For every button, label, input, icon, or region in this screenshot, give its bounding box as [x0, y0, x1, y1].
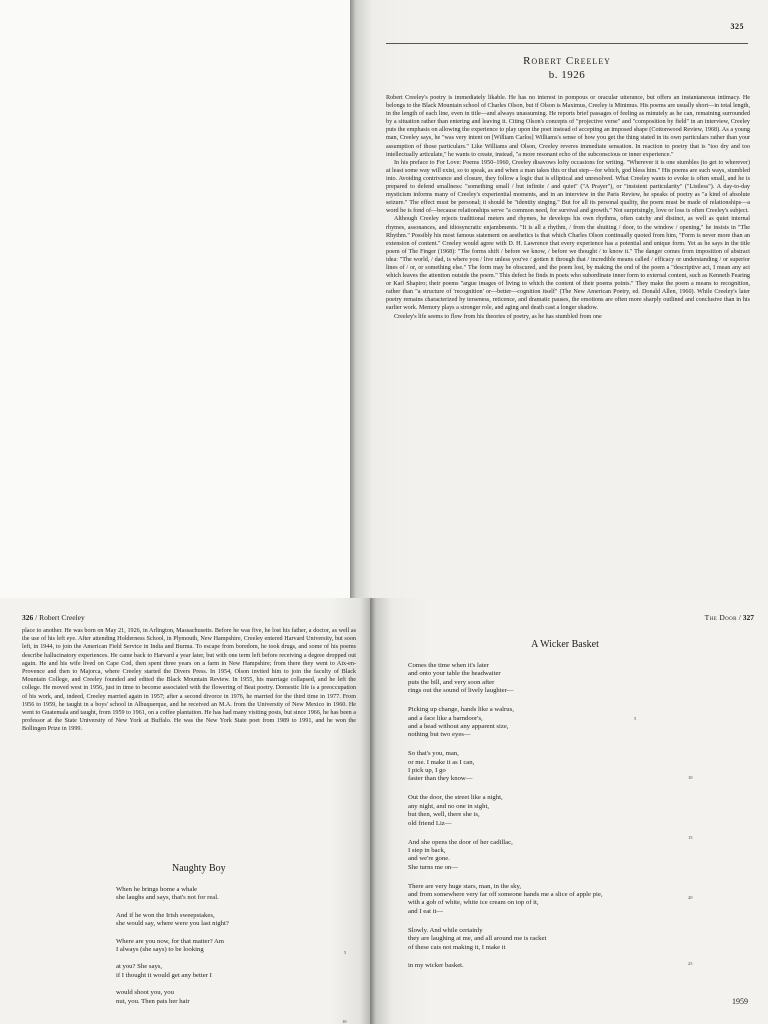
running-head-author: Robert Creeley: [39, 613, 85, 622]
poem-naughty-boy: [116, 886, 346, 1015]
essay-paragraph: Although Creeley rejects traditional meters and rhymes, he develops his own rhythms, often catchy and distinct, as well as quiet internal rhymes, assonances, and idiosyncratic enjambments. "It is all a rhythm, / from the shutting / door, to the window / opening," he insists in "The Rhythm." Possibly his most famous statement on aesthetics is that which Charles Olson continually quoted from him, "Form is never more than an extension of content." Creeley would agree with D. H. Lawrence that every experience has a potential and unique form. Yet as he says in the title poem of The Finger (1968): "The forms shift / before we know, / before we thought / to know it." The danger comes from imposition of abstract idea: "The world, / dad, is where you / live unless you've / gotten it through that / incredible means called / efficacy or understanding / or superior lines of / or, or something else." The form may be obscured, and the poem lost, by making the end of the poem a "descriptive act, I mean any act which leaves the attention outside the poem." This defect he finds in poets who subordinate inner form to external content, such as Kenneth Fearing or Karl Shapiro; their poems "argue images of living to which the content of their poems points." They make the poem a means to recognition, rather than "a structure of 'recognition' or—better—cognition itself" (The New American Poetry, ed. Donald Allen, 1960). While Creeley's later poetry remains characterized by terseness, reticence, and dramatic pauses, the emotions are often more sharply outlined and conclusive than in his earlier work. Memory plays a stronger role, and aging and death cast a longer shadow.: [386, 216, 750, 312]
poem-line: And she opens the door of her cadillac,: [408, 838, 513, 846]
stanza: [116, 938, 346, 955]
stanza: [408, 794, 738, 828]
header-rule: [386, 43, 748, 44]
poem-line: or me. I make it as I can,: [408, 758, 475, 766]
poem-line: rings out the sound of lively laughter—: [408, 687, 514, 695]
author-name: Robert Creeley: [523, 55, 611, 67]
poem-line: any night, and no one in sight,: [408, 802, 489, 810]
poem-line: When he brings home a whale: [116, 886, 198, 893]
page-number: 327: [742, 613, 754, 622]
poem-line: Comes the time when it's later: [408, 662, 489, 669]
poem-line: they are laughing at me, and all around me is racket: [408, 935, 547, 943]
stanza: [116, 989, 346, 1006]
introduction-essay: [386, 94, 750, 321]
poem-line: if I thought it would get any better I: [116, 971, 212, 979]
page-326: [0, 598, 370, 1024]
poem-line: faster than they know—: [408, 775, 473, 783]
poem-line: and from somewhere very far off someone hands me a slice of apple pie,: [408, 891, 603, 899]
essay-paragraph: Robert Creeley's poetry is immediately likable. He has no interest in pompous or oracular utterance, but offers an instantaneous intimacy. He belongs to the Black Mountain school of Charles Olson, but if Olson is Maximus, Creeley is Minimus. His poems are usually short—in total length, in the length of each line, even in title—and always unassuming. He reports brief passages of feeling as minutely as he can, remaining surrounded by a situation rather than entering and leaving it. Citing Olson's concepts of "projective verse" and "composition by field" in an interview, Creeley puts the emphasis on allowing the experience to play upon the poet instead of accepting an imposed shape (Cottonwood Review, 1968). As a young man, Creeley says, he "was very intent on [William Carlos] Williams's sense of how you get the thing stated in its own particulars rather than your assumption of those particulars." Like Williams and Olson, Creeley reveres immediate sensation. In reaction to poetry that is "too dry and too intellectually articulate," he wants to create, instead, "a more resonant echo of the subconscious or inner experience.": [386, 95, 750, 158]
poem-line: There are very huge stars, man, in the sky,: [408, 882, 522, 890]
stanza: [408, 706, 738, 740]
stanza: [408, 839, 738, 873]
poem-line: I pick up, I go: [408, 767, 446, 775]
line-number: 10: [688, 775, 693, 780]
poem-line: and we're gone.: [408, 855, 450, 863]
poem-line: and onto your table the headwaiter: [408, 670, 501, 678]
page-number: 326: [22, 613, 34, 622]
poem-line: puts the bill, and very soon after: [408, 678, 495, 686]
poem-line: Picking up change, hands like a walrus,: [408, 706, 514, 714]
poem-line: nut, you. Then pats her hair: [116, 997, 190, 1005]
blank-page-area: [0, 0, 350, 598]
poem-line: but then, well, there she is,: [408, 811, 480, 819]
poem-line: And if he won the Irish sweepstakes,: [116, 911, 215, 919]
stanza: [116, 963, 346, 980]
biography-text: place to another. He was born on May 21, 1926, in Arlington, Massachusetts. Before he was five, he lost his father, a doctor, as well as the use of his left eye. After attending Holderness School, in Plymouth, New Hampshire, Creeley entered Harvard University, but soon left, in 1944, to join the American Field Service in India and Burma. To escape from boredom, he took drugs, and some of his poems describe hallucinatory experiences. He came back to Harvard a year later, but with one term left before receiving a degree dropped out again. He and his wife lived on Cape Cod, then spent three years on a farm in New Hampshire; from there they went to Aix-en-Provence and then to Majorca, where Creeley started the Divers Press. In 1954, Olson invited him to join the faculty of Black Mountain College, and Creeley founded and edited the Black Mountain Review. In 1955, his marriage collapsed, and he left the college. He moved west in 1956, just in time to become associated with the flowering of Beat poetry. Domestic life is a preoccupation of his work, and, indeed, Creeley married again in 1957; after a second divorce in 1976, he married for the third time in 1977. From 1956 to 1959, he taught in a boys' school in Albuquerque, and he received an M.A. from the University of New Mexico in 1960. He went to Guatemala and taught, from 1959 to 1961, on a coffee plantation. He has had many visiting posts, but since 1966, he has been a professor at the State University of New York at Buffalo. He was the New York State poet from 1989 to 1991, and he won the Bollingen Prize in 1999.: [22, 628, 356, 733]
poem-a-wicker-basket: [408, 662, 738, 981]
essay-paragraph: In his preface to For Love: Poems 1950–1960, Creeley disavows lofty occasions for writing. "Wherever it is one stumbles (to get to wherever) at least some way will exist, so to speak, as and when a man takes this or that step—for which, god bless him." His poems are such ways, stumbled into. Avoiding contrivance and closure, they follow a logic that is elliptical and unresolved. What Creeley wants to evoke is often small, and he is prepared to defend smallness: "something small / but infinite / and quiet" ("A Prayer"), or "insistent particularity" ("Listless"). A day-to-day mysticism informs many of Creeley's experiential moments, and in an interview in the Paris Review, he speaks of poetry as "a kind of absolute seizure." The effect must be personal; it should be "identity singing." But for all its personal quality, the poem must be made of relationships—a word he is fond of—because relationships serve "a common need, for survival and growth." Not surprisingly, love or loss is often Creeley's subject.: [386, 159, 750, 215]
poem-line: I always (she says) to be looking: [116, 946, 204, 954]
page-327: [370, 598, 768, 1024]
poem-line: old friend Liz—: [408, 819, 452, 827]
poem-line: nothing but two eyes—: [408, 731, 471, 739]
page-325: [350, 0, 768, 598]
poem-line: So that's you, man,: [408, 750, 459, 758]
running-head: The Door / 327: [704, 613, 754, 622]
essay-paragraph: Creeley's life seems to flow from his theories of poetry, as he has stumbled from one: [394, 313, 602, 320]
poem-line: I step in back,: [408, 846, 446, 854]
author-birth-year: b. 1926: [548, 69, 586, 81]
line-number: 15: [688, 835, 693, 840]
page-number: 325: [730, 22, 744, 31]
poem-line: Out the door, the street like a night,: [408, 794, 503, 802]
line-number: 5: [634, 716, 637, 721]
poem-title: Naughty Boy: [172, 863, 226, 874]
running-head-title: The Door: [704, 613, 737, 622]
stanza: [116, 912, 346, 929]
stanza: [408, 927, 738, 952]
line-number: 5: [344, 950, 347, 955]
poem-line: and I eat it—: [408, 907, 444, 915]
poem-line: in my wicker basket.: [408, 962, 464, 970]
poem-line: She turns me on—: [408, 863, 458, 871]
stanza: [408, 662, 738, 696]
poem-line: and a face like a barndoor's,: [408, 714, 483, 722]
poem-line: Slowly. And while certainly: [408, 926, 483, 934]
poem-line: at you? She says,: [116, 963, 163, 971]
poem-line: would shoot you, you: [116, 989, 174, 997]
line-number: 20: [688, 895, 693, 900]
poem-line: and a head without any apparent size,: [408, 722, 509, 730]
poem-title: A Wicker Basket: [531, 639, 599, 650]
poem-line: of these cats not making it, I make it: [408, 943, 506, 951]
line-number: 25: [688, 961, 693, 966]
stanza: [116, 886, 346, 903]
poem-line: with a gob of white, white ice cream on top of it,: [408, 899, 539, 907]
poem-line: she laughs and says, that's not for real.: [116, 894, 219, 902]
poem-line: Where are you now, for that matter? Am: [116, 937, 225, 945]
poem-line: she would say, where were you last night?: [116, 920, 229, 928]
running-head: 326 / Robert Creeley: [22, 613, 85, 622]
line-number: 10: [342, 1019, 347, 1024]
poem-date: 1959: [732, 997, 748, 1006]
